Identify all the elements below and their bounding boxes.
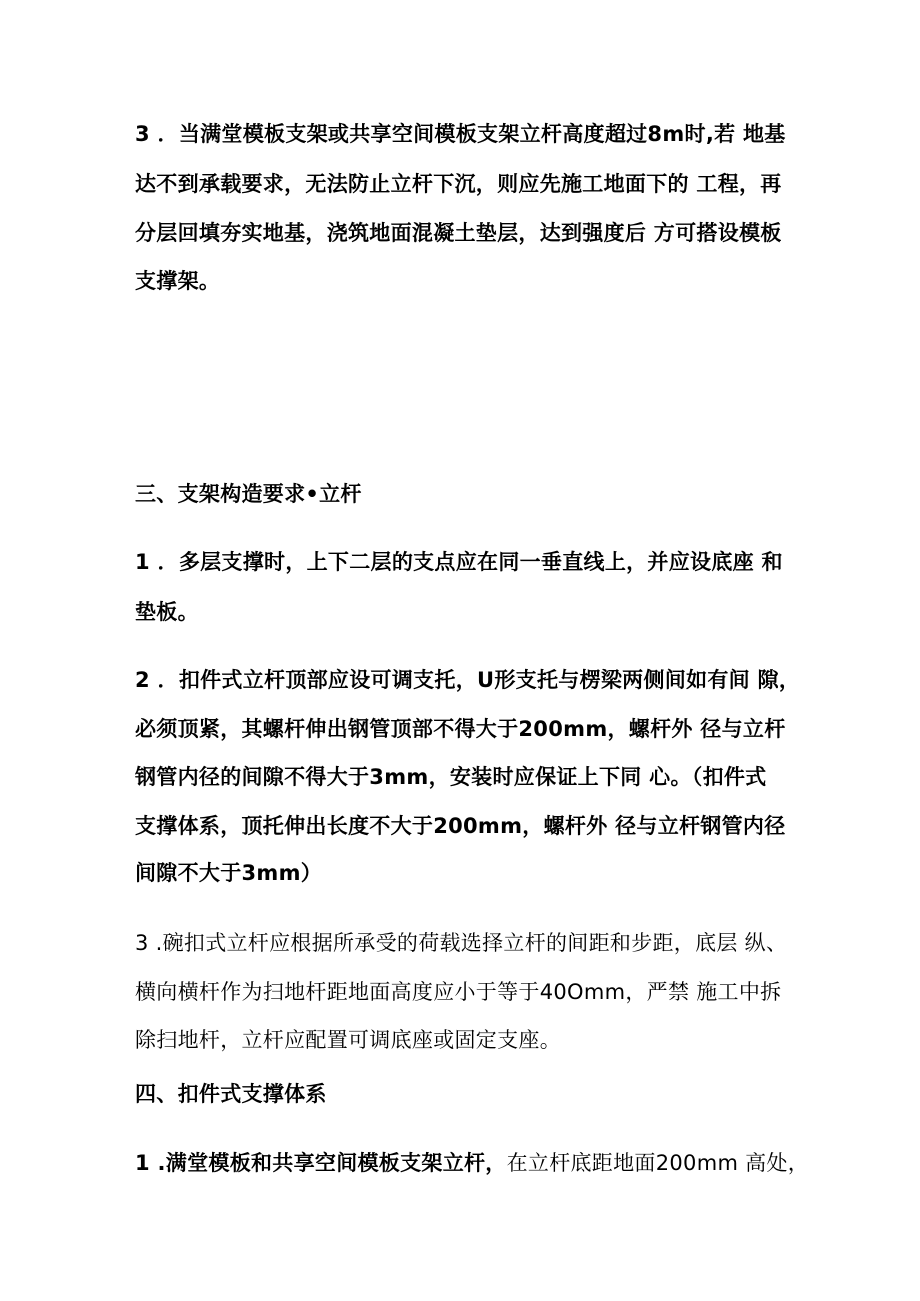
paragraph-line: 2 ．扣件式立杆顶部应设可调支托，U形支托与楞梁两侧间如有间 隙，: [135, 668, 801, 692]
paragraph-line: [135, 1150, 809, 1176]
paragraph-line: 支撑体系，顶托伸出长度不大于200mm，螺杆外 径与立杆钢管内径: [135, 814, 786, 838]
paragraph-line: 垫板。: [135, 600, 199, 624]
paragraph-segment-bold: 1 .满堂模板和共享空间模板支架立杆，: [135, 1151, 507, 1175]
paragraph-line: 3 .碗扣式立杆应根据所承受的荷载选择立杆的间距和步距，底层 纵、: [135, 931, 788, 955]
paragraph-line: 支撑架。: [135, 269, 221, 293]
paragraph-line: 钢管内径的间隙不得大于3mm，安装时应保证上下同 心。（扣件式: [135, 765, 767, 789]
section-heading: 四、扣件式支撑体系: [135, 1082, 327, 1106]
paragraph-line: 间隙不大于3mm）: [135, 861, 323, 885]
section-heading: 三、支架构造要求•立杆: [135, 482, 362, 506]
paragraph-segment-normal: 在立杆底距地面200mm 高处，: [506, 1151, 810, 1175]
paragraph-line: 达不到承载要求，无法防止立杆下沉，则应先施工地面下的 工程，再: [135, 172, 782, 196]
paragraph-line: 分层回填夯实地基，浇筑地面混凝土垫层，达到强度后 方可搭设模板: [135, 221, 782, 245]
paragraph-line: 3 ．当满堂模板支架或共享空间模板支架立杆高度超过8m时,若 地基: [135, 122, 786, 146]
paragraph-line: 必须顶紧，其螺杆伸出钢管顶部不得大于200mm，螺杆外 径与立杆: [135, 717, 786, 741]
paragraph-line: 除扫地杆，立杆应配置可调底座或固定支座。: [135, 1028, 561, 1052]
paragraph-line: 1 ．多层支撑时，上下二层的支点应在同一垂直线上，并应设底座 和: [135, 550, 783, 574]
paragraph-line: 横向横杆作为扫地杆距地面高度应小于等于40Omm，严禁 施工中拆: [135, 980, 782, 1004]
